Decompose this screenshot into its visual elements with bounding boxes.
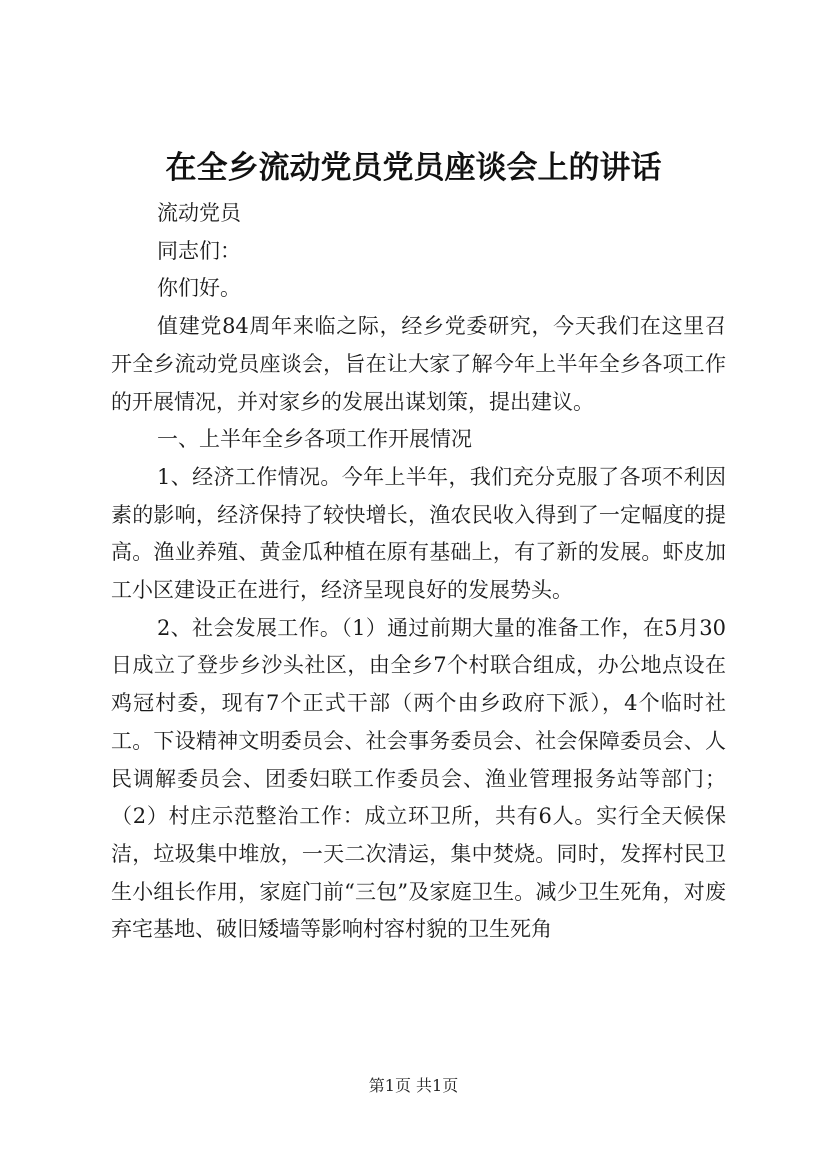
paragraph-salutation-1: 流动党员 (157, 201, 241, 225)
paragraph-greeting: 你们好。 (157, 276, 241, 301)
page-footer: 第1页 共1页 (368, 1076, 459, 1095)
paragraph-intro: 值建党84周年来临之际，经乡党委研究，今天我们在这里召开全乡流动党员座谈会，旨在让大家了解今年上半年全乡各项工作的开展情况，并对家乡的发展出谋划策，提出建议。 (111, 314, 726, 414)
paragraph-salutation-2: 同志们： (157, 238, 241, 263)
document-title: 在全乡流动党员党员座谈会上的讲话 (165, 150, 662, 186)
document-body (111, 195, 726, 949)
paragraph-social-development: 2、社会发展工作。（1）通过前期大量的准备工作，在5月30日成立了登步乡沙头社区，由全乡7个村联合组成，办公地点设在鸡冠村委，现有7个正式干部（两个由乡政府下派），4个临时社工。下设精神文明委员会、社会事务委员会、社会保障委员会、人民调解委员会、团委妇联工作委员会、渔业管理报务站等部门；（2）村庄示范整治工作：成立环卫所，共有6人。实行全天候保洁，垃圾集中堆放，一天二次清运，集中焚烧。同时，发挥村民卫生小组长作用，家庭门前“三包”及家庭卫生。减少卫生死角，对废弃宅基地、破旧矮墙等影响村容村貌的卫生死角 (111, 615, 726, 942)
section-heading-1: 一、上半年全乡各项工作开展情况 (157, 427, 472, 452)
paragraph-economy: 1、经济工作情况。今年上半年，我们充分克服了各项不利因素的影响，经济保持了较快增长，渔农民收入得到了一定幅度的提高。渔业养殖、黄金瓜种植在原有基础上，有了新的发展。虾皮加工小区建设正在进行，经济呈现良好的发展势头。 (111, 464, 726, 603)
